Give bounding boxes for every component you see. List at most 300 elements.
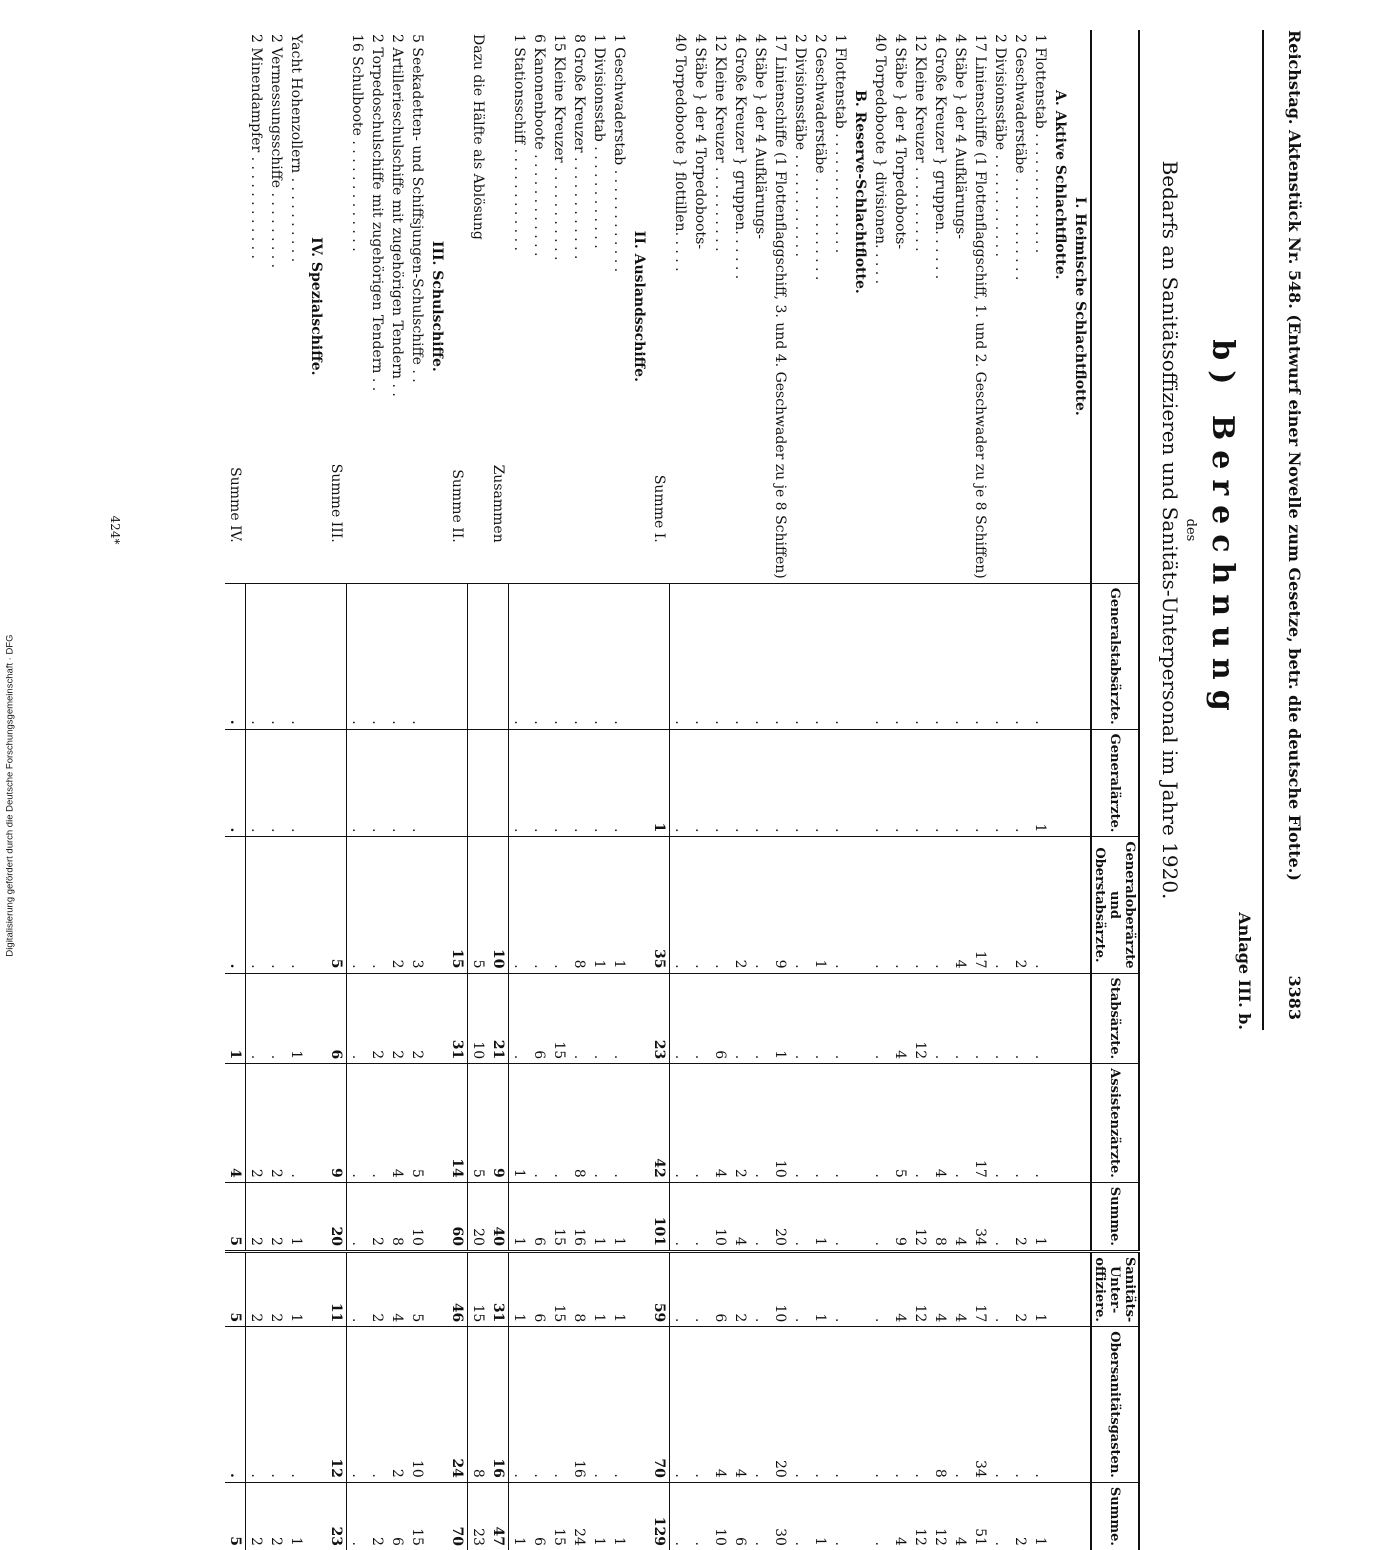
row-label: 4 Stäbe } der 4 Torpedoboots- (692, 34, 708, 250)
cell-value: 12 (910, 1251, 930, 1326)
row-label: Summe III. (328, 463, 345, 543)
cell-value (629, 973, 649, 1064)
table-row (549, 30, 569, 1550)
cell-value: 1 (286, 1482, 306, 1550)
cell-value: . (950, 1327, 970, 1483)
cell-value (850, 1182, 870, 1251)
cell-value: 4 (950, 1251, 970, 1326)
cell-value: . (509, 729, 530, 837)
cell-value: 6 (730, 1482, 750, 1550)
cell-value: 1 (810, 1251, 830, 1326)
row-label: 1 Divisionsstab . . . . . . . . . . . . (591, 34, 607, 249)
cell-value: 5 (225, 1482, 246, 1550)
cell-value: 2 (266, 1064, 286, 1183)
table-row (970, 30, 990, 1550)
cell-value: 9 (770, 837, 790, 973)
cell-value: . (529, 729, 549, 837)
cell-value: . (890, 837, 910, 973)
cell-value: 5 (225, 1251, 246, 1326)
cell-value (1050, 1482, 1070, 1550)
cell-value: 6 (529, 1482, 549, 1550)
cell-value: . (690, 729, 710, 837)
title-connector: des (1183, 518, 1198, 542)
cell-value: . (730, 583, 750, 729)
cell-value: 8 (930, 1182, 950, 1251)
cell-value: . (930, 729, 950, 837)
cell-value: 4 (930, 1251, 950, 1326)
cell-value: . (690, 1327, 710, 1483)
cell-value (629, 1482, 649, 1550)
column-header: Stabsärzte. (1091, 973, 1139, 1064)
cell-value (1050, 729, 1070, 837)
cell-value: . (830, 1327, 850, 1483)
row-label: Dazu die Hälfte als Ablösung (469, 34, 486, 240)
side-note-text: Digitalisierung gefördert durch die Deutsche Forschungsgemeinschaft · DFG (4, 634, 16, 957)
cell-value: . (870, 837, 890, 973)
cell-value: . (990, 1064, 1010, 1183)
cell-value: 4 (730, 1327, 750, 1483)
cell-value: 8 (569, 1251, 589, 1326)
cell-value: . (710, 583, 730, 729)
cell-value: . (609, 1327, 629, 1483)
cell-value: . (790, 729, 810, 837)
cell-value: . (910, 837, 930, 973)
cell-value (1050, 837, 1070, 973)
cell-value: . (770, 729, 790, 837)
row-label: I. Heimische Schlachtflotte. (1072, 196, 1088, 416)
cell-value: 1 (589, 1482, 609, 1550)
cell-value (427, 837, 447, 973)
cell-value (1070, 1251, 1091, 1326)
cell-value (306, 1327, 326, 1483)
cell-value: . (990, 973, 1010, 1064)
cell-value: . (970, 729, 990, 837)
cell-value: . (509, 837, 530, 973)
cell-value: . (670, 1327, 691, 1483)
cell-value: . (609, 973, 629, 1064)
cell-value: . (950, 1064, 970, 1183)
cell-value: 2 (1010, 1251, 1030, 1326)
cell-value: 15 (549, 1182, 569, 1251)
cell-value: . (950, 583, 970, 729)
cell-value (649, 583, 670, 729)
cell-value: . (266, 729, 286, 837)
side-note (0, 0, 14, 1000)
cell-value: 9 (326, 1064, 347, 1183)
cell-value: . (750, 1064, 770, 1183)
cell-value: . (690, 837, 710, 973)
cell-value: . (990, 837, 1010, 973)
cell-value: . (225, 837, 246, 973)
cell-value: . (930, 583, 950, 729)
cell-value: 30 (770, 1482, 790, 1550)
cell-value: 23 (468, 1482, 489, 1550)
row-label: 6 Kanonenboote . . . . . . . . . . . . (531, 34, 547, 257)
cell-value: . (750, 973, 770, 1064)
cell-value: 17 (970, 1064, 990, 1183)
cell-value: 15 (549, 1482, 569, 1550)
cell-value: . (347, 1064, 368, 1183)
cell-value: 5 (468, 1064, 489, 1183)
cell-value (306, 973, 326, 1064)
cell-value (427, 1482, 447, 1550)
header-description (1091, 30, 1139, 583)
cell-value: . (890, 583, 910, 729)
cell-value: . (266, 583, 286, 729)
row-label: Zusammen (490, 464, 507, 543)
cell-value: 1 (509, 1064, 530, 1183)
column-header: Sanitäts-Unter-offiziere. (1091, 1251, 1139, 1326)
cell-value: 23 (326, 1482, 347, 1550)
cell-value (629, 1182, 649, 1251)
cell-value: . (367, 1327, 387, 1483)
cell-value: 24 (447, 1327, 468, 1483)
cell-value: 2 (387, 973, 407, 1064)
sum-row (225, 30, 246, 1550)
cell-value: 2 (246, 1482, 267, 1550)
cell-value (850, 729, 870, 837)
column-header: Summe. (1091, 1182, 1139, 1251)
table-row (266, 30, 286, 1550)
cell-value: 12 (910, 973, 930, 1064)
cell-value: . (367, 729, 387, 837)
cell-value: 2 (367, 1251, 387, 1326)
column-header: Generaloberärzte und Oberstabsärzte. (1091, 837, 1139, 973)
cell-value: 14 (447, 1064, 468, 1183)
cell-value: 10 (468, 973, 489, 1064)
cell-value: . (670, 1064, 691, 1183)
cell-value: 16 (569, 1327, 589, 1483)
table-row (509, 30, 530, 1550)
cell-value: . (930, 837, 950, 973)
cell-value: 15 (447, 837, 468, 973)
cell-value: 4 (950, 1482, 970, 1550)
cell-value: . (670, 973, 691, 1064)
table-row (246, 30, 267, 1550)
cell-value: 8 (930, 1327, 950, 1483)
cell-value (1070, 973, 1091, 1064)
cell-value: . (990, 1327, 1010, 1483)
cell-value: . (830, 1064, 850, 1183)
cell-value: 10 (770, 1251, 790, 1326)
cell-value: . (246, 973, 267, 1064)
cell-value: . (870, 1327, 890, 1483)
table-row (690, 30, 710, 1550)
cell-value: 40 (488, 1182, 509, 1251)
cell-value: 20 (770, 1327, 790, 1483)
cell-value (306, 1182, 326, 1251)
cell-value: 4 (387, 1064, 407, 1183)
cell-value: 4 (950, 1182, 970, 1251)
cell-value: 1 (1030, 1482, 1050, 1550)
cell-value: 1 (1030, 729, 1050, 837)
row-label: Yacht Hohenzollern . . . . . . . . . . (288, 34, 304, 263)
cell-value: 2 (246, 1251, 267, 1326)
cell-value: . (790, 837, 810, 973)
cell-value: 3 (407, 837, 427, 973)
cell-value: . (710, 729, 730, 837)
cell-value: . (830, 973, 850, 1064)
cell-value (629, 729, 649, 837)
cell-value: . (750, 1327, 770, 1483)
cell-value: 2 (730, 837, 750, 973)
cell-value: 20 (468, 1182, 489, 1251)
cell-value: . (347, 1327, 368, 1483)
cell-value: . (549, 583, 569, 729)
cell-value: . (750, 1482, 770, 1550)
cell-value: 2 (387, 1327, 407, 1483)
cell-value (447, 583, 468, 729)
cell-value: 1 (810, 1182, 830, 1251)
table-row (529, 30, 549, 1550)
cell-value: 2 (266, 1182, 286, 1251)
cell-value: 6 (529, 1182, 549, 1251)
cell-value: . (286, 583, 306, 729)
table-row (1030, 30, 1050, 1550)
row-label: 1 Stationsschiff . . . . . . . . . . . . (510, 34, 527, 251)
cell-value: 4 (387, 1251, 407, 1326)
cell-value: 10 (488, 837, 509, 973)
cell-value: 1 (1030, 1251, 1050, 1326)
cell-value: 46 (447, 1251, 468, 1326)
cell-value: . (569, 973, 589, 1064)
cell-value: . (830, 729, 850, 837)
cell-value: . (529, 837, 549, 973)
row-label: A. Aktive Schlachtflotte. (1052, 90, 1068, 280)
cell-value: . (830, 1251, 850, 1326)
row-label: 17 Linienschiffe (1 Flottenflaggschiff, 1. und 2. Geschwader zu je 8 Schiffen) (972, 34, 988, 579)
cell-value: . (549, 729, 569, 837)
cell-value: 70 (447, 1482, 468, 1550)
cell-value (850, 1064, 870, 1183)
section-heading-row (629, 30, 649, 1550)
table-row (670, 30, 691, 1550)
row-label: B. Reserve-Schlachtflotte. (852, 90, 868, 294)
cell-value (629, 1064, 649, 1183)
cell-value: 4 (930, 1064, 950, 1183)
cell-value: . (529, 583, 549, 729)
cell-value: 1 (509, 1182, 530, 1251)
page-number: 3383 (1285, 975, 1304, 1020)
cell-value: . (810, 1064, 830, 1183)
cell-value (488, 583, 509, 729)
page-subtitle: Bedarfs an Sanitätsoffizieren und Sanitäts-Unterpersonal im Jahre 1920. (1158, 160, 1182, 900)
cell-value: 10 (710, 1482, 730, 1550)
cell-value: . (690, 973, 710, 1064)
cell-value: . (870, 1064, 890, 1183)
cell-value (629, 1327, 649, 1483)
cell-value: 4 (950, 837, 970, 973)
table-row (387, 30, 407, 1550)
cell-value: . (347, 837, 368, 973)
cell-value: 15 (407, 1482, 427, 1550)
cell-value: . (266, 837, 286, 973)
row-label: 16 Schulboote . . . . . . . . . . . . . (348, 34, 365, 252)
cell-value: 10 (407, 1327, 427, 1483)
column-header: Generalstabsärzte. (1091, 583, 1139, 729)
cell-value: 129 (649, 1482, 670, 1550)
cell-value (427, 1064, 447, 1183)
cell-value (850, 1251, 870, 1326)
cell-value: . (589, 973, 609, 1064)
cell-value: . (910, 1064, 930, 1183)
row-label: 1 Flottenstab . . . . . . . . . . . . . . (832, 34, 848, 254)
table-row (589, 30, 609, 1550)
cell-value: 42 (649, 1064, 670, 1183)
table-row (730, 30, 750, 1550)
cell-value: . (225, 583, 246, 729)
cell-value (447, 729, 468, 837)
cell-value: 1 (649, 729, 670, 837)
cell-value: 12 (930, 1482, 950, 1550)
cell-value: 9 (890, 1182, 910, 1251)
cell-value: . (930, 973, 950, 1064)
cell-value: . (750, 729, 770, 837)
cell-value: . (790, 1482, 810, 1550)
cell-value (1050, 1327, 1070, 1483)
row-label: 40 Torpedoboote } divisionen. . . . . (872, 34, 888, 285)
cell-value: . (970, 583, 990, 729)
cell-value: . (990, 1251, 1010, 1326)
cell-value: 2 (1010, 1182, 1030, 1251)
cell-value: . (670, 837, 691, 973)
cell-value: 2 (367, 1182, 387, 1251)
sum-row (488, 30, 509, 1550)
row-label: 4 Große Kreuzer } gruppen. . . . . . (932, 34, 948, 280)
cell-value: 35 (649, 837, 670, 973)
sum-row (649, 30, 670, 1550)
section-heading-row (306, 30, 326, 1550)
page-title: b) Berechnung (1205, 339, 1240, 721)
cell-value: 15 (549, 1251, 569, 1326)
cell-value: 5 (890, 1064, 910, 1183)
cell-value (427, 973, 447, 1064)
cell-value: 15 (468, 1251, 489, 1326)
sum-row (326, 30, 347, 1550)
row-label: 1 Geschwaderstab . . . . . . . . . . . . (611, 34, 627, 273)
cell-value: 20 (326, 1182, 347, 1251)
cell-value: 1 (286, 1182, 306, 1251)
cell-value: 12 (910, 1482, 930, 1550)
cell-value: . (690, 583, 710, 729)
cell-value: 1 (509, 1251, 530, 1326)
cell-value: 1 (609, 1482, 629, 1550)
cell-value: . (890, 1327, 910, 1483)
cell-value: . (670, 729, 691, 837)
cell-value: . (710, 837, 730, 973)
row-label: 2 Vermessungsschiffe . . . . . . . . . (268, 34, 284, 269)
cell-value: 4 (890, 973, 910, 1064)
sum-row (447, 30, 468, 1550)
cell-value: . (286, 729, 306, 837)
row-label: 4 Stäbe } der 4 Aufklärungs- (952, 34, 968, 239)
cell-value (1050, 583, 1070, 729)
cell-value: 12 (910, 1182, 930, 1251)
cell-value: . (549, 837, 569, 973)
cell-value: . (569, 583, 589, 729)
table-row (367, 30, 387, 1550)
cell-value: . (1030, 583, 1050, 729)
cell-value (850, 1327, 870, 1483)
cell-value: 1 (609, 1251, 629, 1326)
cell-value: . (225, 729, 246, 837)
cell-value (850, 973, 870, 1064)
cell-value: 101 (649, 1182, 670, 1251)
table-row (910, 30, 930, 1550)
cell-value: . (750, 1251, 770, 1326)
table-row (569, 30, 589, 1550)
cell-value (306, 1064, 326, 1183)
cell-value: 6 (529, 1251, 549, 1326)
cell-value: 2 (407, 973, 427, 1064)
cell-value (1050, 1064, 1070, 1183)
cell-value: 60 (447, 1182, 468, 1251)
cell-value: . (810, 729, 830, 837)
cell-value: . (509, 973, 530, 1064)
cell-value: 4 (710, 1064, 730, 1183)
cell-value: . (589, 729, 609, 837)
table-row (870, 30, 890, 1550)
cell-value: 1 (609, 1182, 629, 1251)
cell-value: 6 (326, 973, 347, 1064)
cell-value: . (730, 973, 750, 1064)
cell-value: . (790, 583, 810, 729)
cell-value: . (870, 583, 890, 729)
cell-value: 6 (529, 973, 549, 1064)
cell-value: . (246, 583, 267, 729)
cell-value: 4 (710, 1327, 730, 1483)
cell-value: . (810, 973, 830, 1064)
cell-value: . (790, 973, 810, 1064)
cell-value: . (407, 729, 427, 837)
cell-value: . (286, 837, 306, 973)
cell-value: . (609, 583, 629, 729)
cell-value (1050, 1182, 1070, 1251)
section-heading-row (850, 30, 870, 1550)
cell-value: 34 (970, 1327, 990, 1483)
row-label: 2 Divisionsstäbe . . . . . . . . . . . . (792, 34, 808, 257)
table-body (225, 30, 1091, 1550)
cell-value: 1 (810, 837, 830, 973)
cell-value: . (870, 973, 890, 1064)
cell-value: . (589, 583, 609, 729)
row-label: III. Schulschiffe. (429, 240, 445, 372)
cell-value: . (246, 837, 267, 973)
cell-value: 10 (770, 1064, 790, 1183)
cell-value: . (387, 583, 407, 729)
cell-value: . (367, 583, 387, 729)
cell-value: 5 (468, 837, 489, 973)
table-row (990, 30, 1010, 1550)
row-label: 4 Große Kreuzer } gruppen. . . . . . (732, 34, 748, 280)
row-label: 15 Kleine Kreuzer . . . . . . . . . . . (551, 34, 567, 261)
cell-value: . (750, 1182, 770, 1251)
column-header: Obersanitätsgasten. (1091, 1327, 1139, 1483)
cell-value: . (750, 583, 770, 729)
cell-value: . (1030, 1327, 1050, 1483)
row-label: IV. Spezialschiffe. (308, 237, 324, 376)
cell-value: 1 (810, 1482, 830, 1550)
cell-value: 2 (1010, 837, 1030, 973)
cell-value: . (810, 1327, 830, 1483)
cell-value: . (225, 1327, 246, 1483)
cell-value: . (509, 583, 530, 729)
cell-value (1070, 1327, 1091, 1483)
cell-value: 11 (326, 1251, 347, 1326)
table-row (407, 30, 427, 1550)
cell-value: 21 (488, 973, 509, 1064)
cell-value: . (810, 583, 830, 729)
